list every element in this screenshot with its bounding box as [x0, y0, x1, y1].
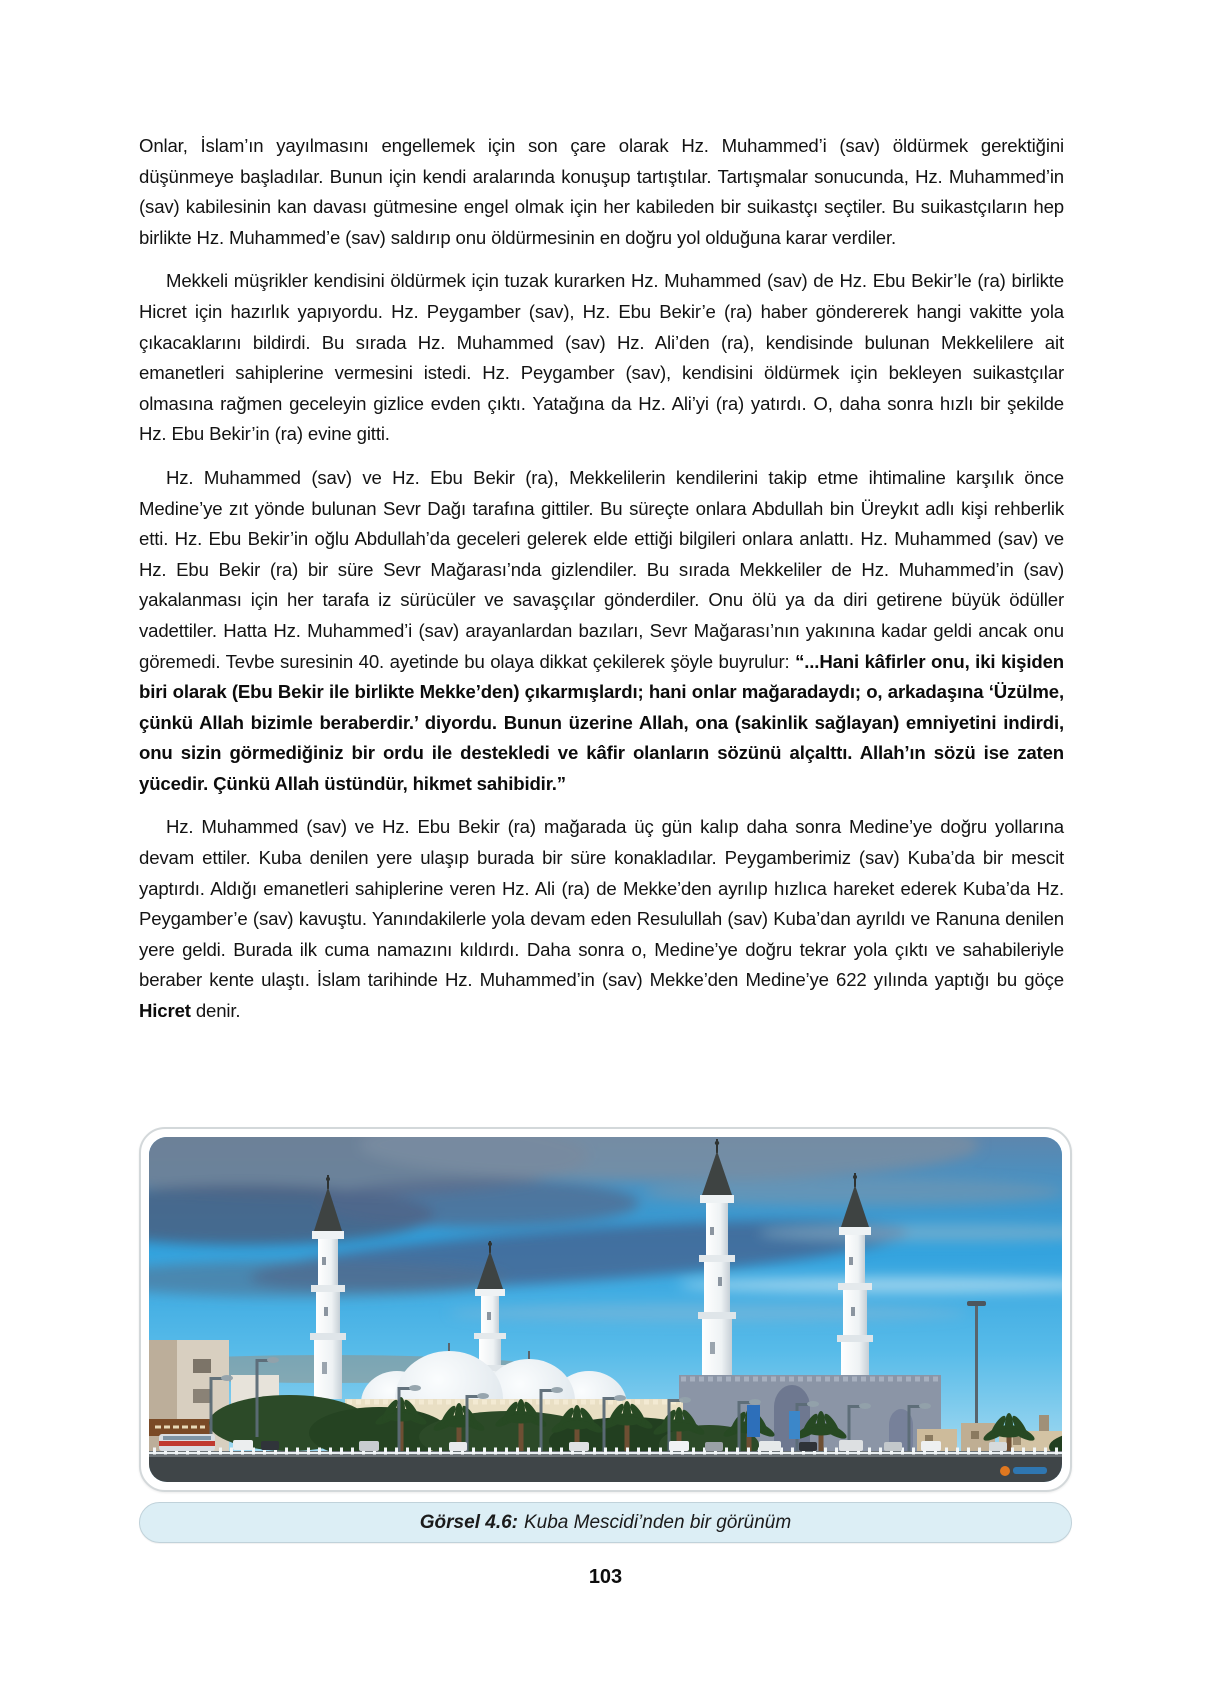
paragraph-1 — [139, 131, 1064, 253]
page-number: 103 — [588, 1566, 623, 1588]
paragraph-text: Hz. Muhammed (sav) ve Hz. Ebu Bekir (ra), Mekkelilerin kendilerini takip etme ihtimaline karşılık önce Medine’ye zıt yönde bulunan Sevr Dağı tarafına gittiler. Bu süreçte onlara Abdullah bin Üreykıt adlı kişi rehberlik etti. Hz. Ebu Bekir’in oğlu Abdullah’da geceleri gelerek elde ettiği bilgileri onlara anlattı. Hz. Muhammed (sav) ve Hz. Ebu Bekir (ra) bir süre Sevr Mağarası’nda gizlendiler. Bu sırada Mekkeliler de Hz. Muhammed’in (sav) yakalanması için her tarafa iz sürücüler ve savaşçılar gönderdiler. Onu ölü ya da diri getirene büyük ödüller vadettiler. Hatta Hz. Muhammed’i (sav) arayanlardan bazıları, Sevr Mağarası’nın yakınına kadar geldi ancak onu göremedi. Tevbe suresinin 40. ayetinde bu olaya dikkat çekilerek şöyle buyrulur: — [139, 466, 1064, 672]
paragraph-text: denir. — [190, 1000, 241, 1022]
caption-label: Görsel 4.6: — [419, 1511, 518, 1533]
hicret-term-bold: Hicret — [139, 1000, 191, 1022]
mosque-photo-illustration — [149, 1137, 1062, 1482]
quran-quote-bold: “...Hani kâfirler onu, iki kişiden biri olarak (Ebu Bekir ile birlikte Mekke’den) çıkarmışlardı; hani onlar mağaradaydı; o, arkadaşına ‘Üzülme, çünkü Allah bizimle beraberdir.’ diyordu. Bunun üzerine Allah, ona (sakinlik sağlayan) emniyetini indirdi, onu sizin görmediğiniz bir ordu ile destekledi ve kâfir olanların sözünü alçalttı. Allah’ın sözü ise zaten yücedir. Çünkü Allah üstündür, hikmet sahibidir.” — [139, 650, 1064, 794]
mosque-photo — [149, 1137, 1062, 1482]
article-text — [139, 131, 1064, 1040]
paragraph-text: Hz. Muhammed (sav) ve Hz. Ebu Bekir (ra) mağarada üç gün kalıp daha sonra Medine’ye doğru yollarına devam ettiler. Kuba denilen yere ulaşıp burada bir süre konakladılar. Peygamberimiz (sav) Kuba’da bir mescit yaptırdı. Aldığı emanetleri sahiplerine veren Hz. Ali (ra) de Mekke’den ayrılıp hızlıca hareket ederek Kuba’da Hz. Peygamber’e (sav) kavuştu. Yanındakilerle yola devam eden Resulullah (sav) Kuba’dan ayrıldı ve Ranuna denilen yere geldi. Burada ilk cuma namazını kıldırdı. Daha sonra o, Medine’ye doğru tekrar yola çıktı ve sahabileriyle beraber kente ulaştı. İslam tarihinde Hz. Muhammed’in (sav) Mekke’den Medine’ye 622 yılında yaptığı bu göçe — [139, 816, 1064, 991]
paragraph-text: Onlar, İslam’ın yayılmasını engellemek için son çare olarak Hz. Muhammed’i (sav) öldürmek gerektiğini düşünmeye başladılar. Bunun için kendi aralarında konuşup tartıştılar. Tartışmalar sonucunda, Hz. Muhammed’in (sav) kabilesinin kan davası gütmesine engel olmak için her kabileden bir suikastçı seçtiler. Bu suikastçıların hep birlikte Hz. Muhammed’e (sav) saldırıp onu öldürmesinin en doğru yol olduğuna karar verdiler. — [139, 135, 1064, 248]
caption-text: Kuba Mescidi’nden bir görünüm — [524, 1511, 792, 1533]
paragraph-3 — [139, 463, 1064, 800]
figure-caption — [139, 1502, 1072, 1543]
paragraph-text: Mekkeli müşrikler kendisini öldürmek için tuzak kurarken Hz. Muhammed (sav) de Hz. Ebu Bekir’le (ra) birlikte Hicret için hazırlık yapıyordu. Hz. Peygamber (sav), Hz. Ebu Bekir’e (ra) haber göndererek hangi vakitte yola çıkacaklarını bildirdi. Bu sırada Hz. Muhammed (sav) Hz. Ali’den (ra), kendisinde bulunan Mekkelilere ait emanetleri sahiplerine vermesini istedi. Hz. Peygamber (sav), kendisini öldürmek için bekleyen suikastçılar olmasına rağmen geceleyin gizlice evden çıktı. Yatağına da Hz. Ali’yi (ra) yatırdı. O, daha sonra hızlı bir şekilde Hz. Ebu Bekir’in (ra) evine gitti. — [139, 270, 1064, 445]
figure-mosque-photo — [139, 1127, 1072, 1492]
paragraph-4 — [139, 812, 1064, 1026]
paragraph-2 — [139, 266, 1064, 450]
